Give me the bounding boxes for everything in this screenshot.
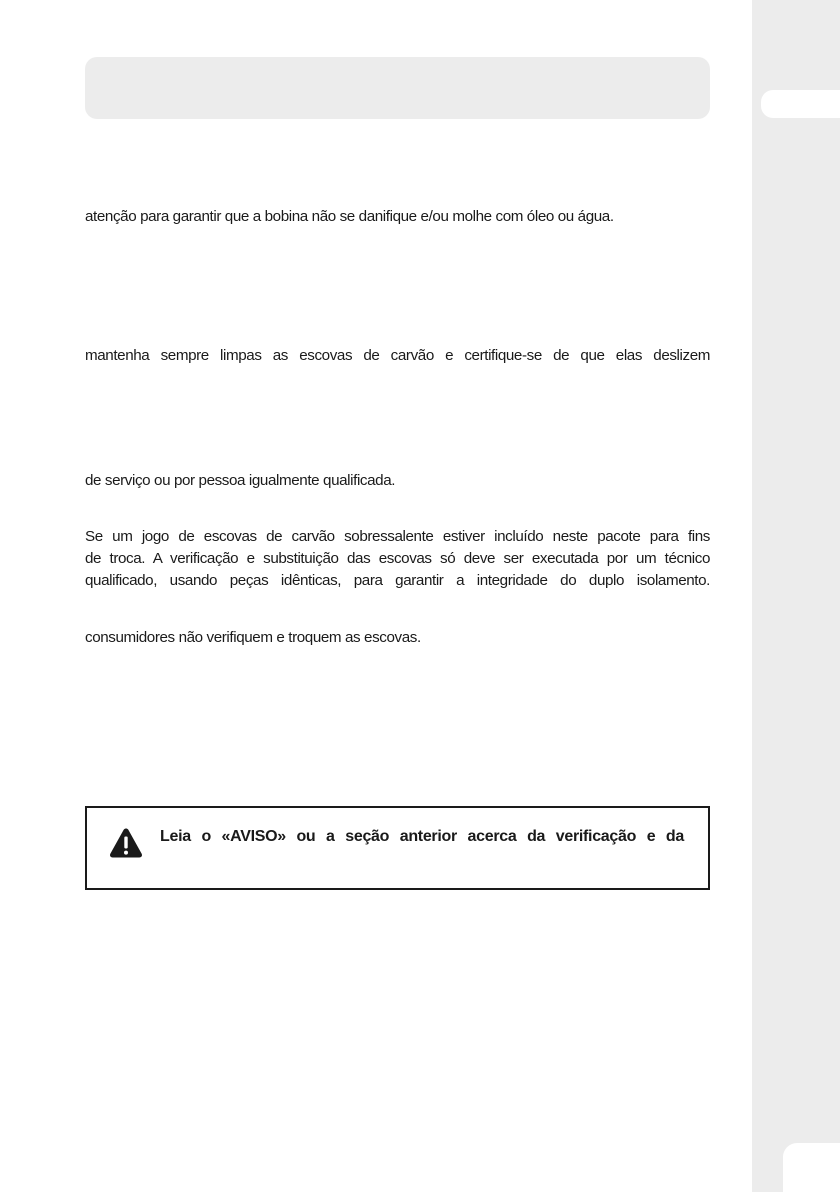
warning-text: Leia o «AVISO» ou a seção anterior acerca da verificação e da: [160, 828, 684, 845]
paragraph-spare-brushes: [85, 526, 710, 592]
warning-triangle-icon: [109, 827, 143, 859]
spare-brushes-line-1: Se um jogo de escovas de carvão sobressalente estiver incluído neste pacote para fins: [85, 528, 710, 545]
spare-brushes-line-3: qualificado, usando peças idênticas, para garantir a integridade do duplo isolamento.: [85, 572, 710, 589]
side-index-strip: [752, 0, 840, 1192]
side-language-tab: [761, 90, 840, 118]
paragraph-brush-cleaning: mantenha sempre limpas as escovas de carvão e certifique-se de que elas deslizem: [85, 347, 710, 364]
section-header-bar: [85, 57, 710, 119]
page-number-tab: [783, 1143, 840, 1192]
paragraph-coil-care: atenção para garantir que a bobina não se danifique e/ou molhe com óleo ou água.: [85, 208, 614, 225]
paragraph-consumers-brushes: consumidores não verifiquem e troquem as escovas.: [85, 629, 421, 646]
paragraph-service-qualified: de serviço ou por pessoa igualmente qualificada.: [85, 472, 396, 489]
spare-brushes-line-2: de troca. A verificação e substituição das escovas só deve ser executada por um técnico: [85, 550, 710, 567]
